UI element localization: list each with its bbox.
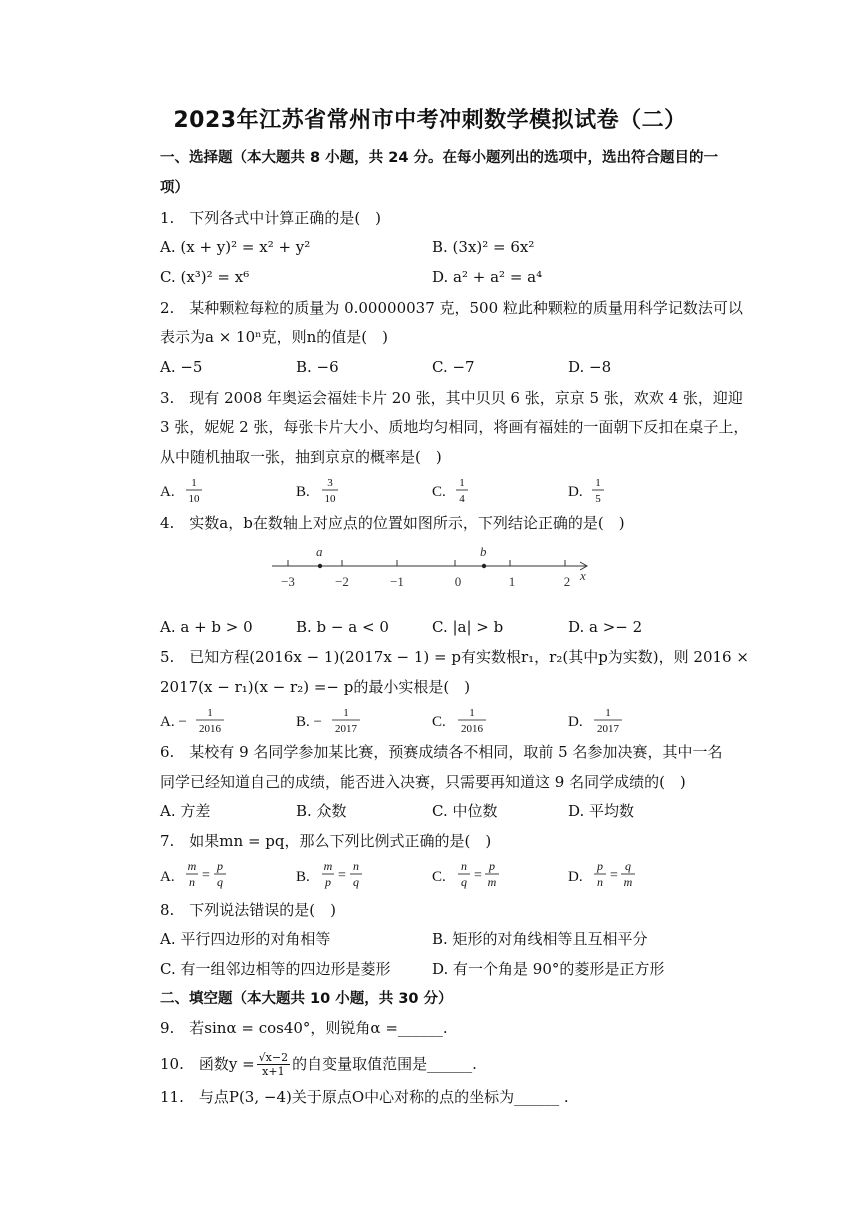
svg-text:n: n bbox=[597, 875, 603, 889]
q2-option-c: C. −7 bbox=[432, 358, 475, 376]
q3-option-b bbox=[296, 477, 338, 505]
point-a bbox=[318, 564, 322, 568]
svg-text:2016: 2016 bbox=[461, 723, 483, 735]
q5-option-a bbox=[160, 707, 224, 735]
svg-text:q: q bbox=[353, 875, 359, 889]
tick-label-neg1: −1 bbox=[390, 574, 404, 589]
svg-text:n: n bbox=[353, 859, 359, 873]
q8-option-a: A. 平行四边形的对角相等 bbox=[160, 930, 331, 948]
section1-header: 一、选择题（本大题共 8 小题，共 24 分。在每小题列出的选项中，选出符合题目的一 bbox=[160, 150, 718, 166]
q3-option-c bbox=[432, 477, 468, 505]
svg-text:A.: A. bbox=[160, 869, 175, 885]
q5-option-b bbox=[296, 707, 360, 735]
point-b bbox=[482, 564, 486, 568]
q7-stem: 7. 如果mn = pq，那么下列比例式正确的是( ) bbox=[160, 832, 492, 850]
q5-options bbox=[150, 700, 710, 740]
svg-text:1: 1 bbox=[343, 707, 349, 719]
svg-text:2016: 2016 bbox=[199, 723, 221, 735]
q4-option-a: A. a + b > 0 bbox=[160, 618, 253, 636]
svg-text:B.: B. bbox=[296, 869, 310, 885]
tick-label-neg3: −3 bbox=[281, 574, 295, 589]
svg-text:q: q bbox=[461, 875, 467, 889]
q6-stem: 6. 某校有 9 名同学参加某比赛，预赛成绩各不相同，取前 5 名参加决赛，其中一名 bbox=[160, 743, 723, 761]
q3-options bbox=[150, 470, 710, 510]
q1-stem: 1. 下列各式中计算正确的是( ) bbox=[160, 209, 382, 227]
svg-text:2017: 2017 bbox=[335, 723, 357, 735]
q10-stem bbox=[160, 1046, 477, 1082]
q11-stem: 11. 与点P(3, −4)关于原点O中心对称的点的坐标为______ . bbox=[160, 1088, 569, 1106]
axis-label-x: x bbox=[580, 568, 586, 583]
tick-label-1: 1 bbox=[508, 574, 516, 589]
svg-text:p: p bbox=[325, 875, 331, 889]
svg-text:10: 10 bbox=[324, 493, 336, 505]
number-line-figure bbox=[268, 540, 598, 596]
svg-text:1: 1 bbox=[469, 707, 475, 719]
svg-text:1: 1 bbox=[595, 477, 601, 489]
q1-option-a: A. (x + y)² = x² + y² bbox=[160, 238, 311, 256]
point-b-label: b bbox=[480, 544, 487, 559]
q7-option-c bbox=[432, 859, 499, 889]
q5-stem-cont: 2017(x − r₁)(x − r₂) =− p的最小实根是( ) bbox=[160, 678, 471, 696]
svg-text:q: q bbox=[217, 875, 223, 889]
svg-text:1: 1 bbox=[207, 707, 213, 719]
svg-text:A. −: A. − bbox=[160, 714, 187, 730]
svg-text:D.: D. bbox=[568, 714, 583, 730]
svg-text:p: p bbox=[217, 859, 223, 873]
svg-text:1: 1 bbox=[605, 707, 611, 719]
q5-stem: 5. 已知方程(2016x − 1)(2017x − 1) = p有实数根r₁，r₂(其中p为实数)，则 2016 × bbox=[160, 648, 749, 666]
q2-stem: 2. 某种颗粒每粒的质量为 0.00000037 克，500 粒此种颗粒的质量用科学记数法可以 bbox=[160, 299, 743, 317]
q10-prefix: 10. 函数y = bbox=[160, 1055, 255, 1073]
q10-numerator: √x−2 bbox=[258, 1050, 289, 1064]
q8-stem: 8. 下列说法错误的是( ) bbox=[160, 901, 337, 919]
svg-text:q: q bbox=[625, 859, 631, 873]
svg-text:1: 1 bbox=[191, 477, 197, 489]
q6-option-b: B. 众数 bbox=[296, 802, 347, 820]
q10-suffix: 的自变量取值范围是______. bbox=[292, 1055, 477, 1073]
svg-text:3: 3 bbox=[327, 477, 333, 489]
q4-option-b: B. b − a < 0 bbox=[296, 618, 389, 636]
svg-text:=: = bbox=[474, 868, 482, 883]
svg-text:n: n bbox=[461, 859, 467, 873]
q8-option-d: D. 有一个角是 90°的菱形是正方形 bbox=[432, 960, 665, 978]
svg-text:m: m bbox=[487, 875, 497, 889]
q10-denominator: x+1 bbox=[262, 1064, 285, 1078]
svg-text:m: m bbox=[187, 859, 197, 873]
svg-text:5: 5 bbox=[595, 493, 601, 505]
page-title: 2023年江苏省常州市中考冲刺数学模拟试卷（二） bbox=[173, 108, 687, 133]
svg-text:=: = bbox=[610, 868, 618, 883]
svg-text:m: m bbox=[323, 859, 333, 873]
q5-option-d bbox=[568, 707, 622, 735]
svg-text:B.: B. bbox=[296, 484, 310, 500]
svg-text:C.: C. bbox=[432, 869, 446, 885]
q2-stem-cont: 表示为a × 10ⁿ克，则n的值是( ) bbox=[160, 328, 388, 346]
svg-text:D.: D. bbox=[568, 869, 583, 885]
q2-option-b: B. −6 bbox=[296, 358, 339, 376]
q3-option-d bbox=[568, 477, 604, 505]
section2-header: 二、填空题（本大题共 10 小题，共 30 分） bbox=[160, 991, 453, 1007]
tick-label-0: 0 bbox=[454, 574, 462, 589]
svg-text:C.: C. bbox=[432, 714, 446, 730]
q3-option-a bbox=[160, 477, 202, 505]
svg-text:1: 1 bbox=[459, 477, 465, 489]
tick-label-2: 2 bbox=[563, 574, 571, 589]
q3-stem-cont1: 3 张，妮妮 2 张，每张卡片大小、质地均匀相同，将画有福娃的一面朝下反扣在桌子上， bbox=[160, 418, 749, 436]
q3-stem: 3. 现有 2008 年奥运会福娃卡片 20 张，其中贝贝 6 张，京京 5 张，欢欢 4 张，迎迎 bbox=[160, 389, 743, 407]
q7-option-d bbox=[568, 859, 635, 889]
q7-options bbox=[150, 855, 710, 895]
q6-stem-cont: 同学已经知道自己的成绩，能否进入决赛，只需要再知道这 9 名同学成绩的( ) bbox=[160, 773, 686, 791]
q5-option-c bbox=[432, 707, 486, 735]
svg-text:p: p bbox=[597, 859, 603, 873]
svg-text:=: = bbox=[338, 868, 346, 883]
q7-option-a bbox=[160, 859, 226, 889]
svg-text:p: p bbox=[489, 859, 495, 873]
tick-label-neg2: −2 bbox=[335, 574, 349, 589]
q1-option-b: B. (3x)² = 6x² bbox=[432, 238, 535, 256]
point-a-label: a bbox=[316, 544, 323, 559]
svg-text:4: 4 bbox=[459, 493, 465, 505]
svg-text:B. −: B. − bbox=[296, 714, 322, 730]
q8-option-c: C. 有一组邻边相等的四边形是菱形 bbox=[160, 960, 391, 978]
svg-text:C.: C. bbox=[432, 484, 446, 500]
q4-option-c: C. |a| > b bbox=[432, 618, 504, 636]
q6-option-d: D. 平均数 bbox=[568, 802, 635, 820]
q2-option-a: A. −5 bbox=[160, 358, 203, 376]
svg-text:A.: A. bbox=[160, 484, 175, 500]
svg-text:n: n bbox=[189, 875, 195, 889]
svg-text:D.: D. bbox=[568, 484, 583, 500]
q1-option-c: C. (x³)² = x⁶ bbox=[160, 268, 250, 286]
svg-text:=: = bbox=[202, 868, 210, 883]
q2-option-d: D. −8 bbox=[568, 358, 612, 376]
svg-text:2017: 2017 bbox=[597, 723, 619, 735]
q3-stem-cont2: 从中随机抽取一张，抽到京京的概率是( ) bbox=[160, 448, 442, 466]
section1-header-cont: 项） bbox=[160, 180, 189, 196]
q9-stem: 9. 若sinα = cos40°，则锐角α =______. bbox=[160, 1019, 448, 1037]
svg-text:m: m bbox=[623, 875, 633, 889]
q10-fraction bbox=[257, 1051, 290, 1078]
q7-option-b bbox=[296, 859, 362, 889]
q8-option-b: B. 矩形的对角线相等且互相平分 bbox=[432, 930, 648, 948]
q6-option-c: C. 中位数 bbox=[432, 802, 498, 820]
q6-option-a: A. 方差 bbox=[160, 802, 211, 820]
q1-option-d: D. a² + a² = a⁴ bbox=[432, 268, 543, 286]
q4-stem: 4. 实数a，b在数轴上对应点的位置如图所示，下列结论正确的是( ) bbox=[160, 514, 625, 532]
svg-text:10: 10 bbox=[188, 493, 200, 505]
q4-option-d: D. a >− 2 bbox=[568, 618, 643, 636]
